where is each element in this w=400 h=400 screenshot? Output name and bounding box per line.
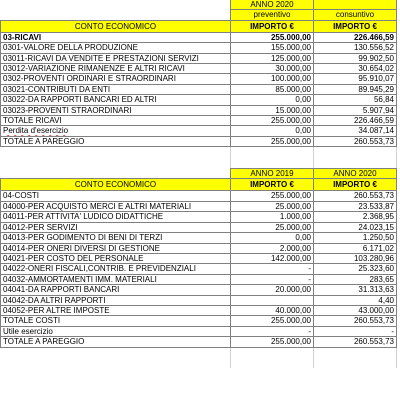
table-row [1, 32, 397, 42]
empty-row [0, 358, 396, 368]
importo-2020[interactable]: 4,40 [314, 295, 397, 305]
header-importo-2019[interactable]: IMPORTO € [231, 179, 314, 191]
empty-row [0, 348, 396, 358]
importo-2019[interactable]: - [231, 326, 314, 336]
cell-blank[interactable] [1, 0, 231, 10]
table-tail [0, 348, 397, 369]
table-row [1, 295, 397, 305]
anno-2020-label[interactable]: ANNO 2020 [231, 0, 314, 10]
row-label[interactable] [1, 126, 231, 136]
importo-preventivo[interactable]: 255.000,00 [231, 32, 314, 42]
importo-2019[interactable]: 1.000,00 [231, 212, 314, 222]
table-row [1, 253, 397, 263]
cell-blank[interactable] [230, 348, 313, 358]
importo-2019[interactable]: 0,00 [231, 233, 314, 243]
row-label[interactable]: 04000-PER ACQUISTO MERCI E ALTRI MATERIALI [1, 201, 231, 211]
importo-2020[interactable]: 283,65 [314, 274, 397, 284]
preventivo-label[interactable]: preventivo [231, 10, 314, 20]
row-label-text: Utile esercizio [3, 326, 53, 336]
row-label[interactable]: TOTALE A PAREGGIO [1, 337, 231, 347]
top-label-row [1, 0, 397, 10]
row-label[interactable]: TOTALE A PAREGGIO [1, 136, 231, 146]
importo-2019[interactable]: 255.000,00 [231, 191, 314, 201]
importo-2020[interactable]: 23.533,87 [314, 201, 397, 211]
row-label[interactable]: 03-RICAVI [1, 32, 231, 42]
table-row [1, 233, 397, 243]
table-row [1, 264, 397, 274]
row-label[interactable]: 04032-AMMORTAMENTI IMM. MATERIALI [1, 274, 231, 284]
cell-blank[interactable] [313, 348, 396, 358]
table-row [1, 53, 397, 63]
importo-consuntivo[interactable]: 34.087,14 [314, 126, 397, 136]
row-label[interactable]: 04013-PER GODIMENTO DI BENI DI TERZI [1, 233, 231, 243]
importo-preventivo[interactable]: 0,00 [231, 95, 314, 105]
importo-preventivo[interactable]: 255.000,00 [231, 116, 314, 126]
table-row [1, 337, 397, 347]
importo-2020[interactable]: 6.171,02 [314, 243, 397, 253]
row-label[interactable]: 04-COSTI [1, 191, 231, 201]
table-row [1, 105, 397, 115]
table-row [1, 201, 397, 211]
anno-2019-label[interactable]: ANNO 2019 [231, 169, 314, 179]
cell-blank[interactable] [0, 358, 230, 368]
importo-2019[interactable]: 255.000,00 [231, 316, 314, 326]
importo-consuntivo[interactable]: 30.654,02 [314, 64, 397, 74]
importo-2020[interactable]: 2.368,95 [314, 212, 397, 222]
row-label[interactable]: 03011-RICAVI DA VENDITE E PRESTAZIONI SERVIZI [1, 53, 231, 63]
importo-preventivo[interactable]: 15.000,00 [231, 105, 314, 115]
table-row [1, 212, 397, 222]
importo-preventivo[interactable]: 255.000,00 [231, 136, 314, 146]
table-row [1, 285, 397, 295]
table-row [1, 191, 397, 201]
anno-2020-label[interactable]: ANNO 2020 [314, 169, 397, 179]
table-row [1, 74, 397, 84]
table-gap [0, 147, 397, 168]
row-label[interactable] [1, 326, 231, 336]
table-row [1, 126, 397, 136]
table-row [1, 305, 397, 315]
importo-consuntivo[interactable]: 130.556,52 [314, 43, 397, 53]
importo-preventivo[interactable]: 0,00 [231, 126, 314, 136]
row-label[interactable]: 03021-CONTRIBUTI DA ENTI [1, 84, 231, 94]
table-header-row [1, 179, 397, 191]
table-row [1, 136, 397, 146]
importo-consuntivo[interactable]: 226.466,59 [314, 116, 397, 126]
table-row [1, 116, 397, 126]
row-label[interactable]: 04041-DA RAPPORTI BANCARI [1, 285, 231, 295]
importo-2019[interactable]: 142.000,00 [231, 253, 314, 263]
cell-blank[interactable] [314, 0, 397, 10]
cell-blank[interactable] [313, 147, 396, 157]
row-label[interactable]: 03022-DA RAPPORTI BANCARI ED ALTRI [1, 95, 231, 105]
empty-row [0, 147, 396, 157]
header-importo-preventivo[interactable]: IMPORTO € [231, 20, 314, 32]
importo-2019[interactable] [231, 295, 314, 305]
importo-consuntivo[interactable]: 56,84 [314, 95, 397, 105]
row-label[interactable]: 04014-PER ONERI DIVERSI DI GESTIONE [1, 243, 231, 253]
importo-2019[interactable]: - [231, 274, 314, 284]
importo-preventivo[interactable]: 30.000,00 [231, 64, 314, 74]
cell-blank[interactable] [313, 158, 396, 168]
importo-preventivo[interactable]: 100.000,00 [231, 74, 314, 84]
header-importo-consuntivo[interactable]: IMPORTO € [314, 20, 397, 32]
importo-2019[interactable]: 25.000,00 [231, 201, 314, 211]
importo-2019[interactable]: 40.000,00 [231, 305, 314, 315]
importo-consuntivo[interactable]: 5.907,94 [314, 105, 397, 115]
importo-2020[interactable]: 24.023,15 [314, 222, 397, 232]
row-label[interactable]: 0302-PROVENTI ORDINARI E STRAORDINARI [1, 74, 231, 84]
row-label[interactable]: 04012-PER SERVIZI [1, 222, 231, 232]
empty-row [0, 158, 396, 168]
row-label[interactable]: 04042-DA ALTRI RAPPORTI [1, 295, 231, 305]
cell-blank[interactable] [0, 158, 230, 168]
table-header-row [1, 20, 397, 32]
row-label[interactable]: 04011-PER ATTIVITA' LUDICO DIDATTICHE [1, 212, 231, 222]
importo-2020[interactable]: 25.323,60 [314, 264, 397, 274]
table-row [1, 326, 397, 336]
table-ricavi [0, 0, 397, 147]
importo-2020[interactable]: 31.313,63 [314, 285, 397, 295]
table-costi [0, 168, 397, 348]
table-row [1, 95, 397, 105]
row-label[interactable]: 04022-ONERI FISCALI,CONTRIB. E PREVIDENZIALI [1, 264, 231, 274]
cell-blank[interactable] [313, 358, 396, 368]
cell-blank[interactable] [1, 169, 231, 179]
importo-2019[interactable]: 25.000,00 [231, 222, 314, 232]
cell-blank[interactable] [230, 358, 313, 368]
cell-blank[interactable] [1, 10, 231, 20]
cell-blank[interactable] [230, 147, 313, 157]
table-row [1, 243, 397, 253]
importo-2020[interactable]: 43.000,00 [314, 305, 397, 315]
importo-2019[interactable]: 255.000,00 [231, 337, 314, 347]
importo-2019[interactable]: - [231, 264, 314, 274]
cell-blank[interactable] [0, 147, 230, 157]
importo-2019[interactable]: 20.000,00 [231, 285, 314, 295]
consuntivo-label[interactable]: consuntivo [314, 10, 397, 20]
row-label[interactable]: TOTALE COSTI [1, 316, 231, 326]
importo-2020[interactable]: 103.280,96 [314, 253, 397, 263]
importo-consuntivo[interactable]: 89.945,29 [314, 84, 397, 94]
row-label-text: Perdita d'esercizio [3, 126, 69, 136]
importo-preventivo[interactable]: 85.000,00 [231, 84, 314, 94]
importo-2020[interactable]: 1.250,50 [314, 233, 397, 243]
importo-2019[interactable]: 2.000,00 [231, 243, 314, 253]
table-row [1, 43, 397, 53]
row-label[interactable]: 03012-VARIAZIONE RIMANENZE E ALTRI RICAVI [1, 64, 231, 74]
importo-consuntivo[interactable]: 95.910,07 [314, 74, 397, 84]
row-label[interactable]: 04052-PER ALTRE IMPOSTE [1, 305, 231, 315]
importo-2020[interactable]: - [314, 326, 397, 336]
sub-label-row [1, 10, 397, 20]
cell-blank[interactable] [0, 348, 230, 358]
importo-preventivo[interactable]: 125.000,00 [231, 53, 314, 63]
header-importo-2020[interactable]: IMPORTO € [314, 179, 397, 191]
importo-2020[interactable]: 260.553,73 [314, 337, 397, 347]
header-conto-economico[interactable]: CONTO ECONOMICO [1, 179, 231, 191]
importo-consuntivo[interactable]: 226.466,59 [314, 32, 397, 42]
row-label[interactable]: 03023-PROVENTI STRAORDINARI [1, 105, 231, 115]
importo-2020[interactable]: 260.553,73 [314, 316, 397, 326]
table-row [1, 64, 397, 74]
table-row [1, 84, 397, 94]
header-conto-economico[interactable]: CONTO ECONOMICO [1, 20, 231, 32]
importo-consuntivo[interactable]: 260.553,73 [314, 136, 397, 146]
table-row [1, 316, 397, 326]
cell-blank[interactable] [230, 158, 313, 168]
importo-consuntivo[interactable]: 99.902,50 [314, 53, 397, 63]
row-label[interactable]: 04021-PER COSTO DEL PERSONALE [1, 253, 231, 263]
year-header-row [1, 169, 397, 179]
row-label[interactable]: TOTALE RICAVI [1, 116, 231, 126]
row-label[interactable]: 0301-VALORE DELLA PRODUZIONE [1, 43, 231, 53]
table-row [1, 274, 397, 284]
importo-2020[interactable]: 260.553,73 [314, 191, 397, 201]
importo-preventivo[interactable]: 155.000,00 [231, 43, 314, 53]
table-row [1, 222, 397, 232]
